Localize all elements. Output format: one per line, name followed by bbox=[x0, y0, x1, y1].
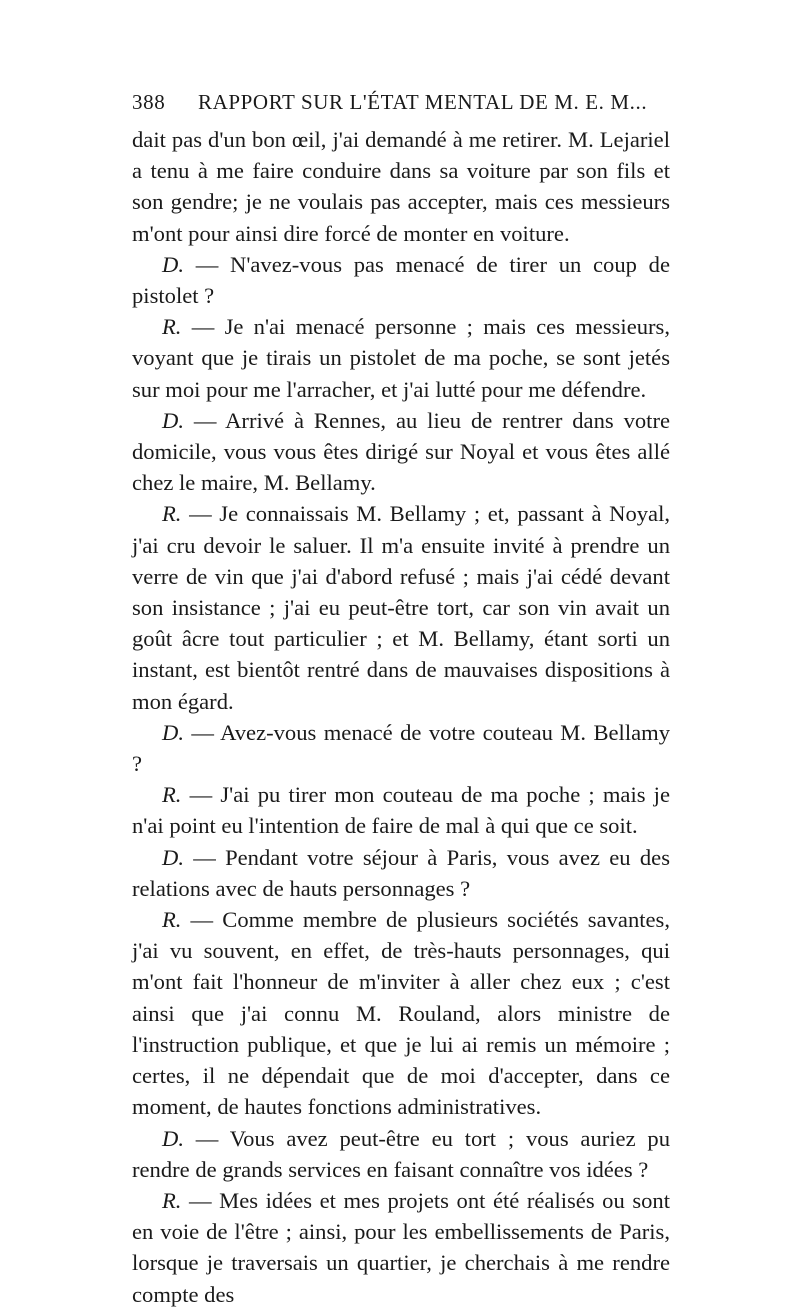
body-text bbox=[132, 124, 670, 1310]
exchange-paragraph bbox=[132, 249, 670, 311]
speaker-label: R. bbox=[162, 501, 182, 527]
exchange-paragraph bbox=[132, 405, 670, 499]
exchange-paragraph bbox=[132, 1123, 670, 1185]
exchange-paragraph bbox=[132, 311, 670, 405]
speaker-label: D. bbox=[162, 407, 184, 433]
speaker-label: R. bbox=[162, 782, 182, 808]
exchange-text: — J'ai pu tirer mon couteau de ma poche ; mais je n'ai point eu l'intention de faire de mal à qui que ce soit. bbox=[132, 782, 670, 839]
speaker-label: R. bbox=[162, 907, 182, 933]
exchange-paragraph bbox=[132, 842, 670, 904]
exchange-text: — Comme membre de plusieurs sociétés savantes, j'ai vu souvent, en effet, de très-hauts personnages, qui m'ont fait l'honneur de m'inviter à aller chez eux ; c'est ainsi que j'ai connu M. Rouland, alors ministre de l'instruction publique, et que je lui ai remis un mémoire ; certes, il ne dépendait que de moi d'accepter, dans ce moment, de hautes fonctions administratives. bbox=[132, 907, 670, 1120]
exchange-paragraph bbox=[132, 904, 670, 1122]
exchange-text: — Arrivé à Rennes, au lieu de rentrer dans votre domicile, vous vous êtes dirigé sur Noyal et vous êtes allé chez le maire, M. Bellamy. bbox=[132, 407, 670, 496]
speaker-label: R. bbox=[162, 314, 182, 340]
speaker-label: D. bbox=[162, 1125, 184, 1151]
exchange-paragraph bbox=[132, 779, 670, 841]
exchange-text: — Vous avez peut-être eu tort ; vous auriez pu rendre de grands services en faisant connaître vos idées ? bbox=[132, 1125, 670, 1182]
running-head bbox=[132, 90, 670, 124]
speaker-label: R. bbox=[162, 1187, 182, 1213]
speaker-label: D. bbox=[162, 719, 184, 745]
exchange-text: — Mes idées et mes projets ont été réalisés ou sont en voie de l'être ; ainsi, pour les embellissements de Paris, lorsque je traversais un quartier, je cherchais à me rendre compte des bbox=[132, 1187, 670, 1307]
exchange-text: — Je connaissais M. Bellamy ; et, passant à Noyal, j'ai cru devoir le saluer. Il m'a ensuite invité à prendre un verre de vin que j'ai d'abord refusé ; mais j'ai cédé devant son insistance ; j'ai eu peut-être tort, car son vin avait un goût âcre tout particulier ; et M. Bellamy, étant sorti un instant, est bientôt rentré dans de mauvaises dispositions à mon égard. bbox=[132, 501, 670, 714]
exchange-paragraph bbox=[132, 717, 670, 779]
exchange-text: — N'avez-vous pas menacé de tirer un coup de pistolet ? bbox=[132, 251, 670, 309]
exchange-text: — Je n'ai menacé personne ; mais ces messieurs, voyant que je tirais un pistolet de ma poche, se sont jetés sur moi pour me l'arracher, et j'ai lutté pour me défendre. bbox=[132, 314, 670, 402]
book-page bbox=[132, 90, 670, 1310]
exchange-text: — Avez-vous menacé de votre couteau M. Bellamy ? bbox=[132, 719, 670, 777]
speaker-label: D. bbox=[162, 844, 184, 870]
running-title: RAPPORT SUR L'ÉTAT MENTAL DE M. E. M... bbox=[198, 90, 648, 114]
speaker-label: D. bbox=[162, 251, 184, 277]
opening-paragraph: dait pas d'un bon œil, j'ai demandé à me retirer. M. Lejariel a tenu à me faire conduire dans sa voiture par son fils et son gendre; je ne voulais pas accepter, mais ces messieurs m'ont pour ainsi dire forcé de monter en voiture. bbox=[132, 127, 670, 246]
exchange-paragraph bbox=[132, 1185, 670, 1310]
page-number: 388 bbox=[132, 90, 166, 114]
exchange-paragraph bbox=[132, 498, 670, 716]
exchange-text: — Pendant votre séjour à Paris, vous avez eu des relations avec de hauts personnages ? bbox=[132, 844, 670, 901]
